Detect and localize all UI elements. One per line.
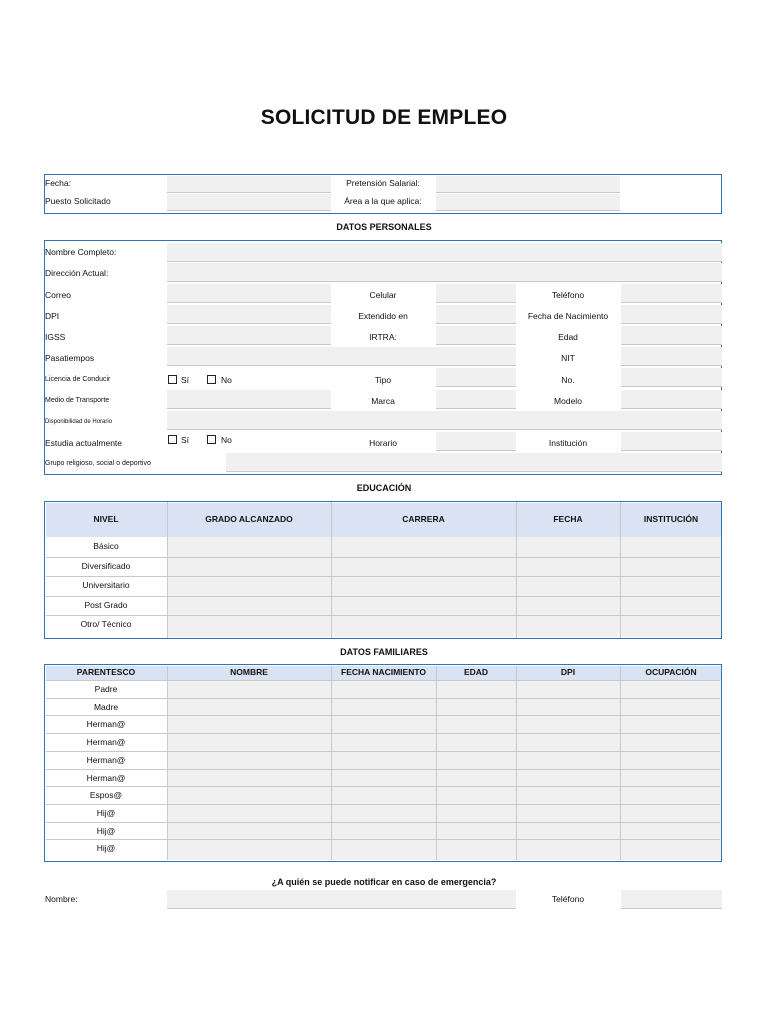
education-cell[interactable] xyxy=(621,557,721,577)
education-col-divider xyxy=(167,502,168,638)
family-cell[interactable] xyxy=(517,822,619,840)
education-cell[interactable] xyxy=(517,615,619,635)
nit-field[interactable] xyxy=(621,347,722,366)
area-field[interactable] xyxy=(436,194,620,211)
emergency-nombre-label: Nombre: xyxy=(45,894,78,904)
family-cell[interactable] xyxy=(437,751,515,769)
family-cell[interactable] xyxy=(168,715,330,733)
correo-label: Correo xyxy=(45,290,71,300)
fecha-nacimiento-label: Fecha de Nacimiento xyxy=(527,311,609,321)
edad-field[interactable] xyxy=(621,326,722,345)
family-row-label: Espos@ xyxy=(89,790,123,801)
education-cell[interactable] xyxy=(621,596,721,616)
education-row-label: Universitario xyxy=(82,580,130,591)
education-row-label: Otro/ Técnico xyxy=(80,619,132,630)
personal-section-title: DATOS PERSONALES xyxy=(336,222,432,232)
family-cell[interactable] xyxy=(517,715,619,733)
education-cell[interactable] xyxy=(332,615,515,635)
family-cell[interactable] xyxy=(332,839,435,857)
family-header-cell: NOMBRE xyxy=(230,667,268,677)
family-row-divider xyxy=(46,680,720,681)
education-cell[interactable] xyxy=(332,537,515,557)
family-row-label: Madre xyxy=(93,701,119,712)
pasatiempos-field[interactable] xyxy=(167,347,516,366)
family-row-label: Herman@ xyxy=(86,737,126,748)
family-cell[interactable] xyxy=(437,786,515,804)
education-row-label: Diversificado xyxy=(81,560,131,571)
estudia-si-checkbox[interactable] xyxy=(168,435,177,444)
celular-field[interactable] xyxy=(436,284,516,303)
estudia-no-checkbox[interactable] xyxy=(207,435,216,444)
institucion-label: Institución xyxy=(548,438,588,448)
family-cell[interactable] xyxy=(517,839,619,857)
education-header-cell: FECHA xyxy=(553,514,583,524)
area-label: Área a la que aplica: xyxy=(344,196,422,206)
licencia-no-checkbox[interactable] xyxy=(207,375,216,384)
family-cell[interactable] xyxy=(437,733,515,751)
family-row-divider xyxy=(46,733,720,734)
institucion-field[interactable] xyxy=(621,432,722,451)
grupo-field[interactable] xyxy=(226,453,722,472)
family-cell[interactable] xyxy=(621,804,721,822)
family-col-divider xyxy=(436,666,437,860)
education-cell[interactable] xyxy=(332,557,515,577)
family-row-divider xyxy=(46,822,720,823)
education-row-divider xyxy=(46,557,720,558)
family-cell[interactable] xyxy=(437,715,515,733)
family-cell[interactable] xyxy=(168,733,330,751)
modelo-label: Modelo xyxy=(554,396,582,406)
horario-label: Horario xyxy=(369,438,397,448)
education-row-label: Post Grado xyxy=(84,599,128,610)
family-row-label: Herman@ xyxy=(86,754,126,765)
education-cell[interactable] xyxy=(517,537,619,557)
family-cell[interactable] xyxy=(332,786,435,804)
estudia-no-label: No xyxy=(221,435,232,445)
family-col-divider xyxy=(331,666,332,860)
education-row-divider xyxy=(46,596,720,597)
education-cell[interactable] xyxy=(168,557,330,577)
education-row-divider xyxy=(46,615,720,616)
family-cell[interactable] xyxy=(332,822,435,840)
licencia-label: Licencia de Conducir xyxy=(45,376,111,383)
education-col-divider xyxy=(620,502,621,638)
education-cell[interactable] xyxy=(332,596,515,616)
family-col-divider xyxy=(516,666,517,860)
education-header-cell: INSTITUCIÓN xyxy=(643,514,699,524)
family-cell[interactable] xyxy=(621,786,721,804)
nombre-completo-label: Nombre Completo: xyxy=(45,247,117,257)
education-cell[interactable] xyxy=(621,537,721,557)
tipo-field[interactable] xyxy=(436,368,516,387)
licencia-si-checkbox[interactable] xyxy=(168,375,177,384)
family-row-divider xyxy=(46,786,720,787)
family-cell[interactable] xyxy=(332,804,435,822)
fecha-field[interactable] xyxy=(167,176,331,193)
family-col-divider xyxy=(620,666,621,860)
igss-label: IGSS xyxy=(45,332,66,342)
telefono-label: Teléfono xyxy=(551,290,585,300)
family-cell[interactable] xyxy=(168,786,330,804)
horario-field[interactable] xyxy=(436,432,516,451)
family-row-divider xyxy=(46,698,720,699)
telefono-field[interactable] xyxy=(621,284,722,303)
modelo-field[interactable] xyxy=(621,390,722,409)
education-cell[interactable] xyxy=(332,576,515,596)
family-cell[interactable] xyxy=(517,786,619,804)
family-cell[interactable] xyxy=(332,751,435,769)
family-cell[interactable] xyxy=(332,715,435,733)
nit-label: NIT xyxy=(561,353,575,363)
education-cell[interactable] xyxy=(168,576,330,596)
family-cell[interactable] xyxy=(332,680,435,698)
dpi-field[interactable] xyxy=(167,305,331,324)
family-cell[interactable] xyxy=(517,769,619,787)
education-section-title: EDUCACIÓN xyxy=(356,483,412,493)
emergency-telefono-label: Teléfono xyxy=(551,894,585,904)
direccion-label: Dirección Actual: xyxy=(45,268,109,278)
page-title: SOLICITUD DE EMPLEO xyxy=(260,106,508,129)
family-row-divider xyxy=(46,769,720,770)
transporte-label: Medio de Transporte xyxy=(45,397,110,404)
disponibilidad-label: Disponibilidad de Horario xyxy=(45,419,113,425)
family-row-label: Herman@ xyxy=(86,719,126,730)
family-cell[interactable] xyxy=(621,715,721,733)
family-row-label: Hij@ xyxy=(96,825,116,836)
irtra-label: IRTRA: xyxy=(369,332,397,342)
family-cell[interactable] xyxy=(437,839,515,857)
family-cell[interactable] xyxy=(621,822,721,840)
family-section-title: DATOS FAMILIARES xyxy=(340,647,428,657)
estudia-si-label: Sí xyxy=(181,435,190,445)
direccion-field[interactable] xyxy=(167,263,722,282)
family-cell[interactable] xyxy=(621,751,721,769)
education-col-divider xyxy=(516,502,517,638)
family-cell[interactable] xyxy=(168,804,330,822)
family-row-label: Hij@ xyxy=(96,807,116,818)
family-cell[interactable] xyxy=(437,680,515,698)
family-cell[interactable] xyxy=(437,698,515,716)
licencia-numero-label: No. xyxy=(561,375,575,385)
tipo-label: Tipo xyxy=(374,375,392,385)
education-cell[interactable] xyxy=(517,596,619,616)
family-row-label: Herman@ xyxy=(86,772,126,783)
correo-field[interactable] xyxy=(167,284,331,303)
pasatiempos-label: Pasatiempos xyxy=(45,353,95,363)
licencia-si-label: Sí xyxy=(181,375,190,385)
dpi-label: DPI xyxy=(45,311,60,321)
education-row-divider xyxy=(46,576,720,577)
family-cell[interactable] xyxy=(168,769,330,787)
marca-label: Marca xyxy=(371,396,395,406)
family-row-label: Padre xyxy=(94,684,118,694)
pretension-field[interactable] xyxy=(436,176,620,193)
family-col-divider xyxy=(167,666,168,860)
family-cell[interactable] xyxy=(168,680,330,698)
family-cell[interactable] xyxy=(332,733,435,751)
transporte-field[interactable] xyxy=(167,390,331,409)
family-cell[interactable] xyxy=(437,804,515,822)
fecha-label: Fecha: xyxy=(45,178,71,188)
licencia-no-label: No xyxy=(221,375,232,385)
family-header-cell: EDAD xyxy=(463,667,489,677)
family-cell[interactable] xyxy=(168,839,330,857)
family-cell[interactable] xyxy=(517,804,619,822)
family-cell[interactable] xyxy=(332,698,435,716)
emergency-telefono-field[interactable] xyxy=(621,890,722,909)
extendido-field[interactable] xyxy=(436,305,516,324)
education-cell[interactable] xyxy=(168,596,330,616)
family-cell[interactable] xyxy=(517,698,619,716)
education-header-cell: CARRERA xyxy=(402,514,445,524)
family-header-cell: OCUPACIÓN xyxy=(645,667,697,677)
emergency-question: ¿A quién se puede notificar en caso de emergencia? xyxy=(271,877,497,887)
education-cell[interactable] xyxy=(621,576,721,596)
family-cell[interactable] xyxy=(621,839,721,857)
education-cell[interactable] xyxy=(517,576,619,596)
pretension-label: Pretensión Salarial: xyxy=(346,178,420,188)
family-row-divider xyxy=(46,839,720,840)
family-header-cell: PARENTESCO xyxy=(76,667,136,677)
family-row-divider xyxy=(46,804,720,805)
puesto-label: Puesto Solicitado xyxy=(45,196,111,206)
celular-label: Celular xyxy=(369,290,397,300)
education-cell[interactable] xyxy=(517,557,619,577)
family-row-divider xyxy=(46,715,720,716)
family-cell[interactable] xyxy=(168,822,330,840)
education-cell[interactable] xyxy=(168,615,330,635)
family-cell[interactable] xyxy=(168,698,330,716)
emergency-nombre-field[interactable] xyxy=(167,890,516,909)
nombre-completo-field[interactable] xyxy=(167,243,722,262)
edad-label: Edad xyxy=(558,332,578,342)
fecha-nacimiento-field[interactable] xyxy=(621,305,722,324)
family-cell[interactable] xyxy=(621,733,721,751)
family-cell[interactable] xyxy=(517,733,619,751)
family-cell[interactable] xyxy=(621,698,721,716)
family-header-cell: DPI xyxy=(560,667,576,677)
education-header-cell: NIVEL xyxy=(93,514,119,524)
disponibilidad-field[interactable] xyxy=(167,411,722,430)
family-row-divider xyxy=(46,751,720,752)
marca-field[interactable] xyxy=(436,390,516,409)
family-header-cell: FECHA NACIMIENTO xyxy=(341,667,426,677)
education-cell[interactable] xyxy=(168,537,330,557)
family-cell[interactable] xyxy=(437,769,515,787)
education-row-label: Básico xyxy=(93,541,119,551)
family-cell[interactable] xyxy=(168,751,330,769)
education-header-cell: GRADO ALCANZADO xyxy=(205,514,293,524)
education-col-divider xyxy=(331,502,332,638)
family-cell[interactable] xyxy=(621,680,721,698)
family-cell[interactable] xyxy=(437,822,515,840)
irtra-field[interactable] xyxy=(436,326,516,345)
extendido-label: Extendido en xyxy=(358,311,408,321)
estudia-label: Estudia actualmente xyxy=(45,438,123,448)
education-cell[interactable] xyxy=(621,615,721,635)
grupo-label: Grupo religioso, social o deportivo xyxy=(45,460,151,467)
family-cell[interactable] xyxy=(332,769,435,787)
family-cell[interactable] xyxy=(621,769,721,787)
igss-field[interactable] xyxy=(167,326,331,345)
licencia-numero-field[interactable] xyxy=(621,368,722,387)
puesto-field[interactable] xyxy=(167,194,331,211)
family-row-label: Hij@ xyxy=(96,843,116,854)
family-cell[interactable] xyxy=(517,751,619,769)
family-cell[interactable] xyxy=(517,680,619,698)
